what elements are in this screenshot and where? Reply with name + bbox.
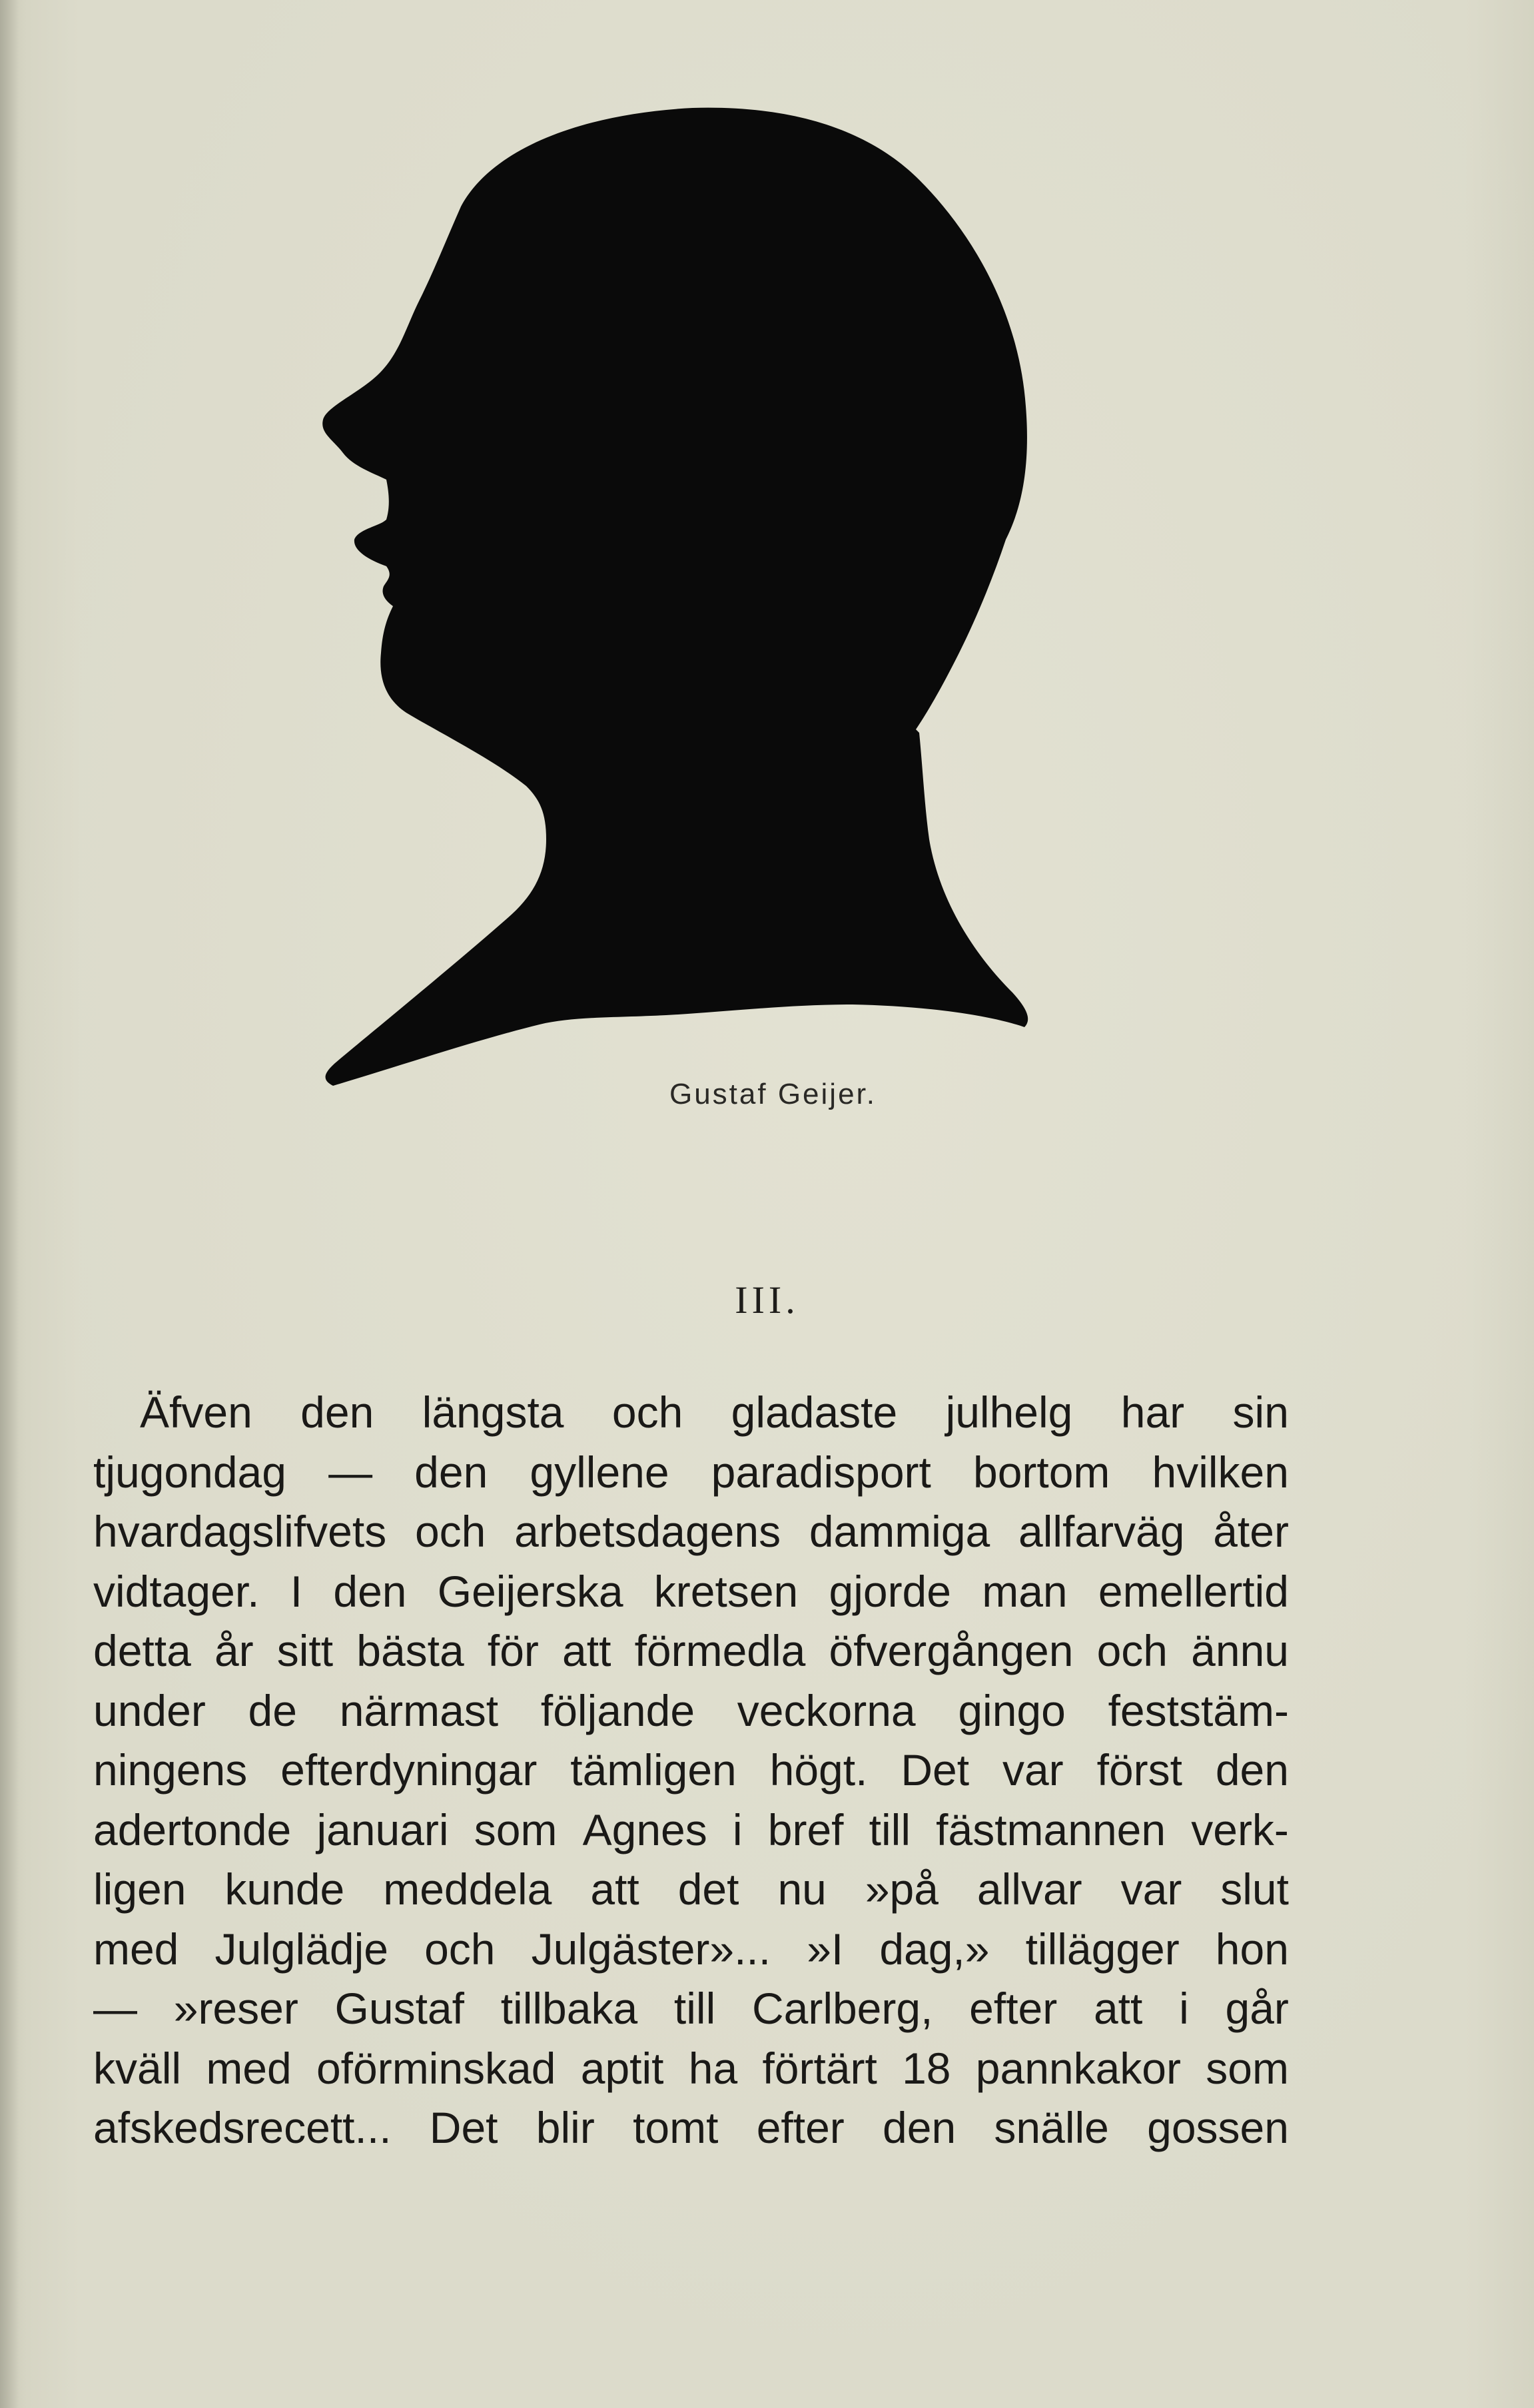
word: ligen	[93, 1864, 187, 1914]
word: detta	[93, 1626, 191, 1675]
word: och	[1096, 1626, 1168, 1675]
word: allvar	[976, 1864, 1082, 1914]
word: Gustaf	[334, 1984, 464, 2033]
word: den	[300, 1388, 374, 1437]
word: förmedla	[634, 1626, 806, 1675]
word: den	[414, 1447, 488, 1497]
word: kunde	[224, 1864, 345, 1914]
text-line	[93, 1801, 1289, 1860]
word: gossen	[1147, 2103, 1289, 2152]
word: Det	[901, 1745, 970, 1795]
word: år	[214, 1626, 254, 1675]
text-line	[93, 1621, 1289, 1681]
word: oförminskad	[316, 2043, 556, 2093]
word: allfarväg	[1018, 1507, 1185, 1556]
word: under	[93, 1685, 206, 1735]
word: att	[1093, 1984, 1143, 2033]
text-line	[93, 1502, 1289, 1562]
word: 18	[902, 2043, 951, 2093]
word: högt.	[769, 1745, 868, 1795]
word: längsta	[422, 1388, 564, 1437]
word: »I	[807, 1924, 844, 1974]
word: i	[732, 1805, 743, 1854]
text-line	[93, 1920, 1289, 1980]
word: aptit	[580, 2043, 664, 2093]
word: var	[1002, 1745, 1064, 1795]
word: med	[206, 2043, 292, 2093]
word: Julgäster»...	[531, 1924, 771, 1974]
word: i	[1179, 1984, 1189, 2033]
word: —	[328, 1447, 373, 1497]
word: den	[1215, 1745, 1289, 1795]
body-paragraph	[93, 1383, 1289, 2158]
word: man	[982, 1566, 1068, 1616]
word: har	[1120, 1388, 1185, 1437]
word: arbetsdagens	[514, 1507, 781, 1556]
word: Carlberg,	[751, 1984, 933, 2033]
word: ha	[688, 2043, 738, 2093]
word: att	[562, 1626, 611, 1675]
word: de	[248, 1685, 297, 1735]
word: fästmannen	[936, 1805, 1166, 1854]
word: »reser	[173, 1984, 298, 2033]
word: efter	[756, 2103, 845, 2152]
word: bref	[767, 1805, 844, 1854]
word: Geijerska	[437, 1566, 623, 1616]
word: blir	[536, 2103, 595, 2152]
word: gingo	[958, 1685, 1066, 1735]
word: dag,»	[879, 1924, 990, 1974]
word: adertonde	[93, 1805, 292, 1854]
word: snälle	[994, 2103, 1109, 2152]
word: veckorna	[737, 1685, 916, 1735]
word: kväll	[93, 2043, 182, 2093]
text-line	[93, 1562, 1289, 1622]
word: går	[1225, 1984, 1289, 2033]
word: den	[883, 2103, 957, 2152]
word: slut	[1220, 1864, 1289, 1914]
word: meddela	[383, 1864, 552, 1914]
word: först	[1096, 1745, 1182, 1795]
word: efter	[969, 1984, 1058, 2033]
chapter-heading: III.	[735, 1278, 799, 1322]
word: förtärt	[762, 2043, 877, 2093]
silhouette-portrait	[320, 100, 1066, 1086]
word: I	[290, 1566, 303, 1616]
word: Äfven	[140, 1388, 252, 1437]
word: ningens	[93, 1745, 248, 1795]
word: gyllene	[530, 1447, 669, 1497]
word: paradisport	[711, 1447, 931, 1497]
word: och	[424, 1924, 496, 1974]
word: till	[673, 1984, 716, 2033]
word: som	[474, 1805, 558, 1854]
word: nu	[777, 1864, 827, 1914]
word: tomt	[633, 2103, 719, 2152]
word: ännu	[1191, 1626, 1289, 1675]
figure-caption	[0, 1078, 1534, 1111]
word: till	[869, 1805, 911, 1854]
text-line	[93, 1681, 1289, 1741]
word: Det	[429, 2103, 498, 2152]
text-line	[93, 1383, 1289, 1443]
word: följande	[540, 1685, 695, 1735]
word: var	[1120, 1864, 1182, 1914]
word: bästa	[356, 1626, 464, 1675]
word: med	[93, 1924, 179, 1974]
word: den	[333, 1566, 407, 1616]
text-line	[93, 1860, 1289, 1920]
word: åter	[1213, 1507, 1289, 1556]
gutter-shadow	[0, 0, 19, 2408]
text-line	[93, 1741, 1289, 1801]
word: gjorde	[829, 1566, 951, 1616]
word: som	[1206, 2043, 1289, 2093]
word: Agnes	[582, 1805, 707, 1854]
text-line	[93, 1443, 1289, 1503]
word: tillägger	[1025, 1924, 1180, 1974]
word: för	[487, 1626, 539, 1675]
word: öfvergången	[829, 1626, 1074, 1675]
word: »på	[865, 1864, 939, 1914]
word: sitt	[276, 1626, 334, 1675]
word: hon	[1215, 1924, 1289, 1974]
word: julhelg	[945, 1388, 1073, 1437]
word: det	[677, 1864, 739, 1914]
word: gladaste	[731, 1388, 898, 1437]
silhouette-shape	[322, 108, 1028, 1086]
word: verk-	[1191, 1805, 1289, 1854]
word: feststäm-	[1108, 1685, 1289, 1735]
word: vidtager.	[93, 1566, 260, 1616]
word: att	[590, 1864, 639, 1914]
word: hvardagslifvets	[93, 1507, 387, 1556]
word: tjugondag	[93, 1447, 286, 1497]
word: hvilken	[1152, 1447, 1289, 1497]
word: kretsen	[653, 1566, 799, 1616]
word: bortom	[972, 1447, 1110, 1497]
text-line	[93, 1979, 1289, 2039]
word: —	[93, 1984, 137, 2033]
text-line	[93, 2039, 1289, 2099]
word: och	[611, 1388, 683, 1437]
word: sin	[1232, 1388, 1289, 1437]
caption-text: Gustaf Geijer.	[669, 1078, 877, 1110]
word: tillbaka	[500, 1984, 638, 2033]
word: efterdyningar	[280, 1745, 538, 1795]
word: Julglädje	[214, 1924, 388, 1974]
word: pannkakor	[975, 2043, 1181, 2093]
word: och	[414, 1507, 486, 1556]
word: närmast	[339, 1685, 499, 1735]
text-line	[93, 2098, 1289, 2158]
word: emellertid	[1098, 1566, 1289, 1616]
word: januari	[316, 1805, 449, 1854]
word: afskedsrecett...	[93, 2103, 392, 2152]
word: tämligen	[570, 1745, 737, 1795]
word: dammiga	[809, 1507, 990, 1556]
